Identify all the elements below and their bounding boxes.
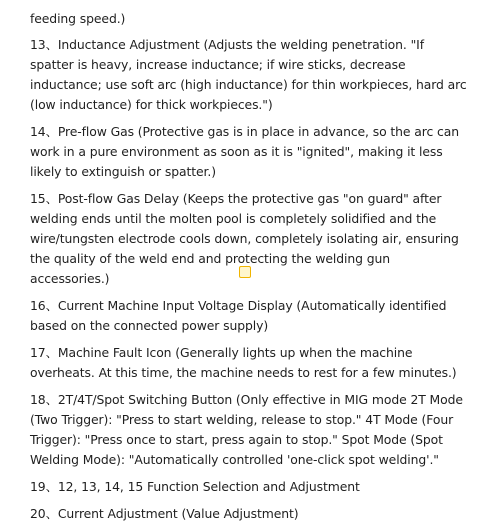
paragraph-item-13: 13、Inductance Adjustment (Adjusts the welding penetration. "If spatter is heavy, increase inductance; if wire sticks, decrease inductance; use soft arc (high inductance) for thin workpieces, hard arc (low inductance) for thick workpieces.") (30, 37, 467, 112)
paragraph-item-20: 20、Current Adjustment (Value Adjustment) (30, 506, 299, 521)
paragraph-item-19: 19、12, 13, 14, 15 Function Selection and Adjustment (30, 479, 360, 494)
paragraph-item-16: 16、Current Machine Input Voltage Display (Automatically identified based on the connected power supply) (30, 298, 447, 333)
paragraph-item-15: 15、Post-flow Gas Delay (Keeps the protective gas "on guard" after welding ends until the molten pool is completely solidified and the wire/tungsten electrode cools down, completely isolating air, ensuring the quality of the weld end and protecting the welding gun accessories.) (30, 191, 459, 286)
paragraph-item-17: 17、Machine Fault Icon (Generally lights up when the machine overheats. At this time, the machine needs to rest for a few minutes.) (30, 345, 457, 380)
cursor-marker-icon (239, 266, 251, 278)
paragraph-item-18: 18、2T/4T/Spot Switching Button (Only effective in MIG mode 2T Mode (Two Trigger): "Press to start welding, release to stop." 4T Mode (Four Trigger): "Press once to start, press again to stop." Spot Mode (Spot Welding Mode): "Automatically controlled 'one-click spot welding'." (30, 392, 463, 467)
paragraph-feeding-speed: feeding speed.) (30, 11, 126, 26)
paragraph-item-14: 14、Pre-flow Gas (Protective gas is in place in advance, so the arc can work in a pure environment as soon as it is "ignited", making it less likely to extinguish or spatter.) (30, 124, 460, 179)
